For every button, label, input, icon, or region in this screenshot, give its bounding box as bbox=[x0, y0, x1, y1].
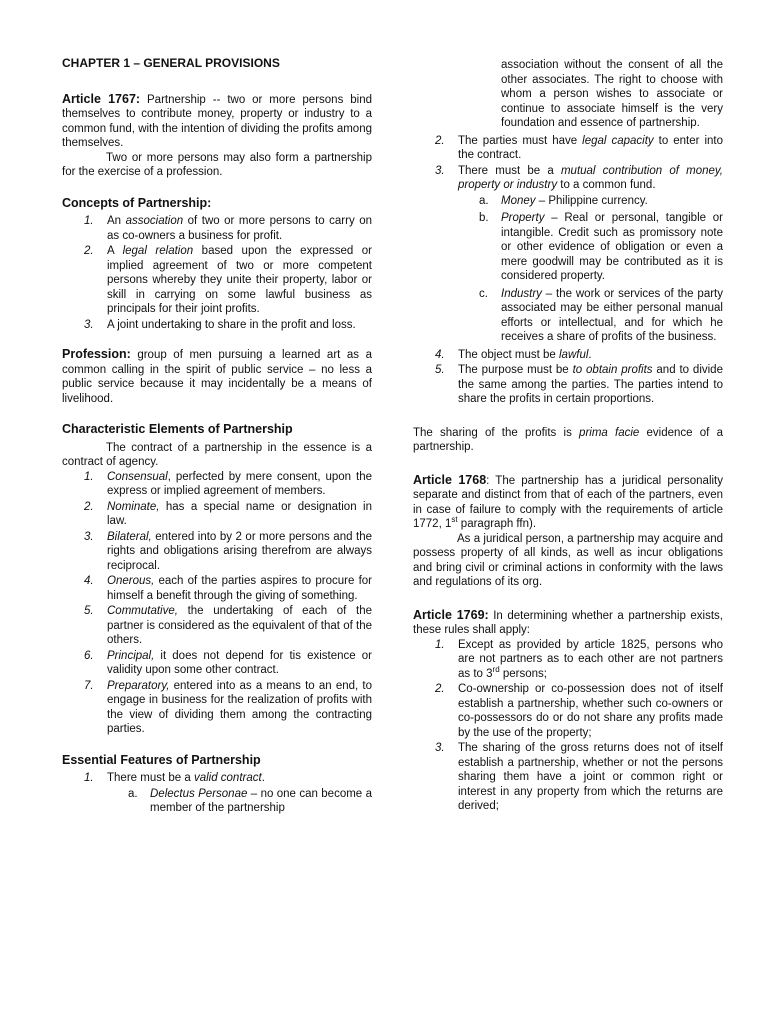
list-item: 3. Bilateral, entered into by 2 or more persons and the rights and obligations arising therefrom are always reciprocal. bbox=[84, 530, 372, 572]
essential-list-continued bbox=[413, 134, 723, 193]
article-1769-rules bbox=[413, 638, 723, 814]
article-1767-body: Partnership -- two or more persons bind themselves to contribute money, property or industry to a common fund, with the intention of dividing the profits among themselves. bbox=[62, 93, 372, 149]
article-1769: Article 1769: In determining whether a partnership exists, these rules shall apply: bbox=[413, 607, 723, 636]
list-item: 4. The object must be lawful. bbox=[435, 348, 592, 361]
list-item: 2. The parties must have legal capacity to enter into the contract. bbox=[435, 134, 723, 161]
list-item: 3. A joint undertaking to share in the profit and loss. bbox=[84, 318, 356, 331]
list-item: a. Money – Philippine currency. bbox=[479, 194, 648, 207]
list-item: 4. Onerous, each of the parties aspires to procure for himself a benefit through the giving of something. bbox=[84, 575, 372, 602]
article-1768-para2: As a juridical person, a partnership may acquire and possess property of all kinds, as well as incur obligations and bring civil or criminal actions in conformity with the laws and regulations of its org. bbox=[413, 532, 723, 588]
list-item: 2. A legal relation based upon the expressed or implied agreement of two or more competent persons whereby they unite their property, labor or skill in carrying on some lawful business as principals for their joint profits. bbox=[84, 245, 372, 315]
profession-heading: Profession: bbox=[62, 347, 131, 361]
essential-heading: Essential Features of Partnership bbox=[62, 752, 261, 767]
sharing-profits-note: The sharing of the profits is prima facie evidence of a partnership. bbox=[413, 426, 723, 453]
concepts-list bbox=[62, 214, 372, 332]
characteristic-intro: The contract of a partnership in the essence is a contract of agency. bbox=[62, 441, 372, 468]
contribution-sublist bbox=[413, 194, 723, 345]
list-item: c. Industry – the work or services of the party associated may be either personal manual efforts or intellectual, and for which he receives a share of profits of the business. bbox=[479, 287, 723, 343]
profession-definition: Profession: group of men pursuing a learned art as a common calling in the spirit of public service – no less a public service because it may incidentally be a means of livelihood. bbox=[62, 347, 372, 405]
list-item: 5. The purpose must be to obtain profits and to divide the same among the parties. The parties intend to share the profits in certain proportions. bbox=[435, 364, 723, 405]
left-column bbox=[62, 56, 372, 819]
list-item: 1. An association of two or more persons to carry on as co-owners a business for profit. bbox=[84, 215, 373, 242]
article-1767-para2: Two or more persons may also form a partnership for the exercise of a profession. bbox=[62, 151, 372, 178]
article-1769-heading: Article 1769: bbox=[413, 607, 489, 622]
list-item: 3. There must be a mutual contribution of money, property or industry to a common fund. bbox=[435, 164, 723, 191]
article-1768: Article 1768: The partnership has a juridical personality separate and distinct from that of each of the partners, even in case of failure to comply with the requirements of article 1772, 1st paragraph ffn). bbox=[413, 472, 724, 530]
list-item: 6. Principal, it does not depend for tis existence or validity upon some other contract. bbox=[84, 649, 372, 676]
concepts-heading: Concepts of Partnership: bbox=[62, 195, 212, 210]
list-item: b. Property – Real or personal, tangible or intangible. Credit such as promissory note or other evidence of obligation or even a mere goodwill may be contributed as it is considered property. bbox=[479, 212, 723, 282]
article-1767-heading: Article 1767: bbox=[62, 91, 141, 106]
article-1768-heading: Article 1768 bbox=[413, 472, 487, 487]
list-item: 5. Commutative, the undertaking of each of the partner is considered as the equivalent of that of the others. bbox=[84, 605, 372, 646]
list-item: a. Delectus Personae – no one can become a member of the partnership bbox=[128, 787, 372, 814]
delectus-continuation: association without the consent of all the other associates. The right to choose with whom a person wishes to associate or continue to associate himself is the very foundation and essence of partnership. bbox=[501, 59, 723, 129]
list-item: 7. Preparatory, entered into as a means to an end, to engage in business for the realization of profits with the view of dividing them among the contracting parties. bbox=[84, 679, 372, 735]
list-item: 1. Except as provided by article 1825, persons who are not partners as to each other are not partners as to 3rd persons; bbox=[435, 638, 723, 680]
characteristic-heading: Characteristic Elements of Partnership bbox=[62, 422, 293, 436]
list-item: 3. The sharing of the gross returns does not of itself establish a partnership, whether or not the persons sharing them have a joint or common right or interest in any property from which the returns are derived; bbox=[435, 742, 723, 812]
right-column bbox=[413, 58, 723, 815]
list-item: 1. Consensual, perfected by mere consent, upon the express or implied agreement of members. bbox=[84, 470, 372, 497]
list-item: 1. There must be a valid contract. bbox=[84, 772, 265, 784]
essential-list-end bbox=[413, 348, 723, 407]
chapter-title: CHAPTER 1 – GENERAL PROVISIONS bbox=[62, 56, 280, 70]
list-item: 2. Co-ownership or co-possession does not of itself establish a partnership, whether such co-owners or co-possessors do or do not share any profits made by the use of the property; bbox=[435, 683, 723, 739]
essential-sublist bbox=[62, 787, 372, 816]
essential-list bbox=[62, 771, 372, 786]
characteristic-list bbox=[62, 470, 372, 737]
article-1767 bbox=[62, 92, 372, 151]
list-item: 2. Nominate, has a special name or designation in law. bbox=[84, 500, 372, 527]
